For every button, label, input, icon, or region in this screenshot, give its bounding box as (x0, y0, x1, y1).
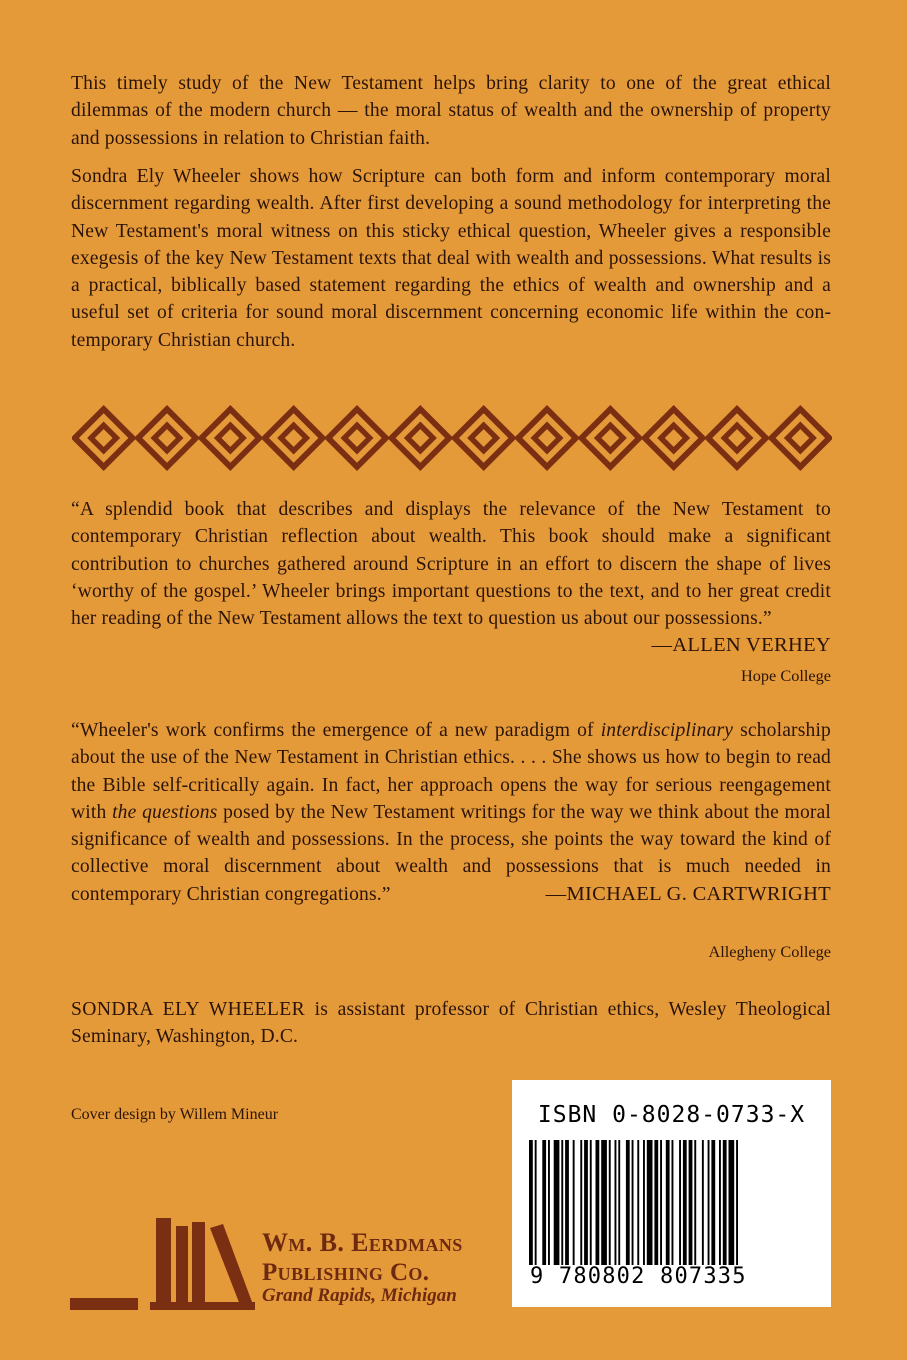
diamond-ornament (261, 405, 327, 471)
diamond-ornament-band (72, 405, 832, 471)
cover-design-credit: Cover design by Willem Mineur (71, 1106, 279, 1123)
quote-2-author: —MICHAEL G. CARTWRIGHT (545, 882, 831, 905)
diamond-ornament (704, 405, 770, 471)
barcode-panel (512, 1080, 831, 1307)
ean-digits: 9 780802 807335 (530, 1264, 747, 1289)
quote-1-author: —ALLEN VERHEY (651, 634, 831, 657)
publisher-name-line-1: Wm. B. Eerdmans (262, 1228, 463, 1257)
quote-2-emphasis-b: the questions (112, 801, 218, 823)
diamond-ornament (324, 405, 390, 471)
publisher-name (262, 1228, 463, 1288)
quote-2-text-a: “Wheeler's work confirms the emergence of a new paradigm of (71, 720, 601, 741)
diamond-ornament (134, 405, 200, 471)
diamond-ornament (641, 405, 707, 471)
quote-1-affiliation: Hope College (741, 666, 831, 685)
quote-2-text-c: posed by the New Testament writings for the way we think about the moral significance of wealth and possessions. In the process, she points the way toward the kind of collective moral discernment about wealth and possessions that is much needed in contemporary Christian congregations.” (71, 801, 832, 905)
diamond-ornament (577, 405, 643, 471)
diamond-ornament (72, 405, 137, 471)
diamond-ornament (197, 405, 263, 471)
author-bio-text: is assistant professor of Christian ethics, Wesley Theological Seminary, Washington, D.C. (71, 999, 831, 1048)
author-name: SONDRA ELY WHEELER (71, 999, 306, 1020)
endorsement-quote-2 (71, 717, 831, 908)
endorsement-quote-1 (71, 496, 831, 660)
eerdmans-books-logo-icon (70, 1212, 255, 1312)
quote-2-affiliation: Allegheny College (708, 942, 831, 961)
publisher-location: Grand Rapids, Michigan (262, 1285, 457, 1306)
quote-1-text: “A splendid book that describes and displays the relevance of the New Testament to contemporary Christian reflection about wealth. This book should make a significant contribution to churches gathered around Scripture in an effort to discern the shape of lives ‘worthy of the gospel.’ Wheeler brings important questions to the text, and to her great credit her reading of the New Testament allows the text to question us about our possessions.” (71, 499, 831, 630)
quote-2-text-b: scholarship about the use of the New Testament in Christian ethics. . . . She shows us how to begin to read the Bible self-critically again. In fact, her approach opens the way for serious reengagement with (71, 720, 831, 823)
author-bio (71, 996, 831, 1051)
publisher-name-line-2: Publishing Co. (262, 1259, 430, 1286)
intro-paragraph-2: Sondra Ely Wheeler shows how Scripture can both form and inform contemporary moral discernment regarding wealth. After first developing a sound methodology for interpreting the New Testament's moral witness on this sticky ethical question, Wheeler gives a responsible exegesis of the key New Testament texts that deal with wealth and possessions. What results is a practical, biblically based statement regarding the ethics of wealth and ownership and a useful set of criteria for sound moral discernment concerning economic life within the contemporary Christian church. (71, 166, 831, 351)
isbn-label: ISBN 0-8028-0733-X (537, 1102, 806, 1128)
diamond-ornament (514, 405, 580, 471)
intro-paragraph-1: This timely study of the New Testament helps bring clarity to one of the great ethical dilemmas of the modern church — the moral status of wealth and the ownership of property and possessions in relation to Christian faith. (71, 73, 831, 149)
diamond-ornament (387, 405, 453, 471)
diamond-ornament (767, 405, 832, 471)
diamond-ornament (451, 405, 517, 471)
barcode-icon (527, 1140, 817, 1265)
quote-2-emphasis-a: interdisciplinary (600, 720, 734, 741)
